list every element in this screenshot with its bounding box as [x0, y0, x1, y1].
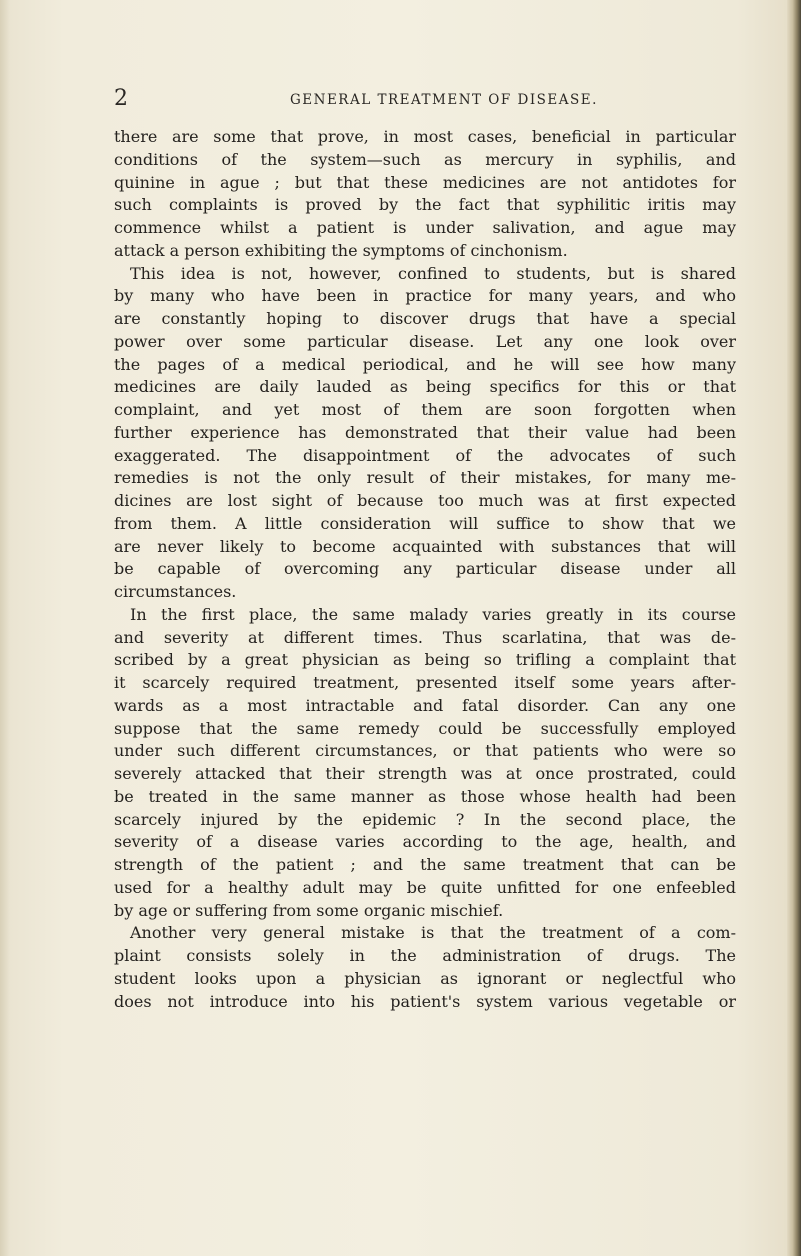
running-header — [114, 86, 734, 114]
text-line: dicines are lost sight of because too much was at first expected — [114, 491, 736, 510]
text-line: commence whilst a patient is under salivation, and ague may — [114, 218, 736, 237]
page-gutter-shadow — [0, 0, 10, 1256]
running-title: GENERAL TREATMENT OF DISEASE. — [290, 92, 598, 108]
text-line: from them. A little consideration will suffice to show that we — [114, 513, 736, 533]
text-line: severely attacked that their strength was at once prostrated, could — [114, 764, 736, 783]
text-line: suppose that the same remedy could be successfully employed — [114, 718, 736, 738]
text-line: attack a person exhibiting the symptoms of cinchonism. — [114, 240, 568, 260]
text-line: Another very general mistake is that the treatment of a com- — [130, 923, 736, 943]
text-line: used for a healthy adult may be quite unfitted for one enfeebled — [114, 877, 736, 897]
text-line: by many who have been in practice for many years, and who — [114, 286, 736, 306]
text-line: further experience has demonstrated that their value had been — [114, 422, 736, 442]
text-line: does not introduce into his patient's system various vegetable or — [114, 991, 736, 1011]
text-line: remedies is not the only result of their mistakes, for many me- — [114, 468, 736, 488]
binding-edge — [787, 0, 801, 1256]
text-line: are never likely to become acquainted with substances that will — [114, 536, 736, 556]
text-line: under such different circumstances, or that patients who were so — [114, 741, 736, 761]
text-line: power over some particular disease. Let any one look over — [114, 331, 736, 351]
text-line: medicines are daily lauded as being specifics for this or that — [114, 377, 736, 397]
text-line: the pages of a medical periodical, and he will see how many — [114, 354, 736, 374]
text-line: wards as a most intractable and fatal disorder. Can any one — [114, 695, 736, 715]
text-line: exaggerated. The disappointment of the advocates of such — [114, 445, 736, 465]
text-line: it scarcely required treatment, presented itself some years after- — [114, 673, 736, 692]
text-line: circumstances. — [114, 582, 237, 601]
text-line: plaint consists solely in the administration of drugs. The — [114, 946, 736, 965]
text-line: scarcely injured by the epidemic ? In the second place, the — [114, 809, 736, 829]
text-line: are constantly hoping to discover drugs that have a special — [114, 309, 736, 328]
text-line: there are some that prove, in most cases, beneficial in particular — [114, 127, 736, 146]
page-number: 2 — [114, 86, 128, 111]
text-line: and severity at different times. Thus scarlatina, that was de- — [114, 627, 736, 647]
body-text — [114, 126, 736, 1013]
text-line: scribed by a great physician as being so trifling a complaint that — [114, 650, 736, 670]
text-line: quinine in ague ; but that these medicines are not antidotes for — [114, 172, 736, 192]
text-line: be treated in the same manner as those whose health had been — [114, 786, 736, 806]
text-line: complaint, and yet most of them are soon forgotten when — [114, 400, 736, 419]
text-line: be capable of overcoming any particular disease under all — [114, 559, 736, 579]
text-line: student looks upon a physician as ignorant or neglectful who — [114, 968, 736, 988]
text-line: by age or suffering from some organic mischief. — [114, 900, 504, 920]
text-line: strength of the patient ; and the same treatment that can be — [114, 855, 736, 874]
text-line: severity of a disease varies according to the age, health, and — [114, 832, 736, 852]
text-line: such complaints is proved by the fact that syphilitic iritis may — [114, 195, 736, 215]
text-line: This idea is not, however, confined to students, but is shared — [130, 263, 736, 283]
text-line: conditions of the system—such as mercury in syphilis, and — [114, 149, 736, 169]
text-line: In the first place, the same malady varies greatly in its course — [130, 604, 736, 624]
